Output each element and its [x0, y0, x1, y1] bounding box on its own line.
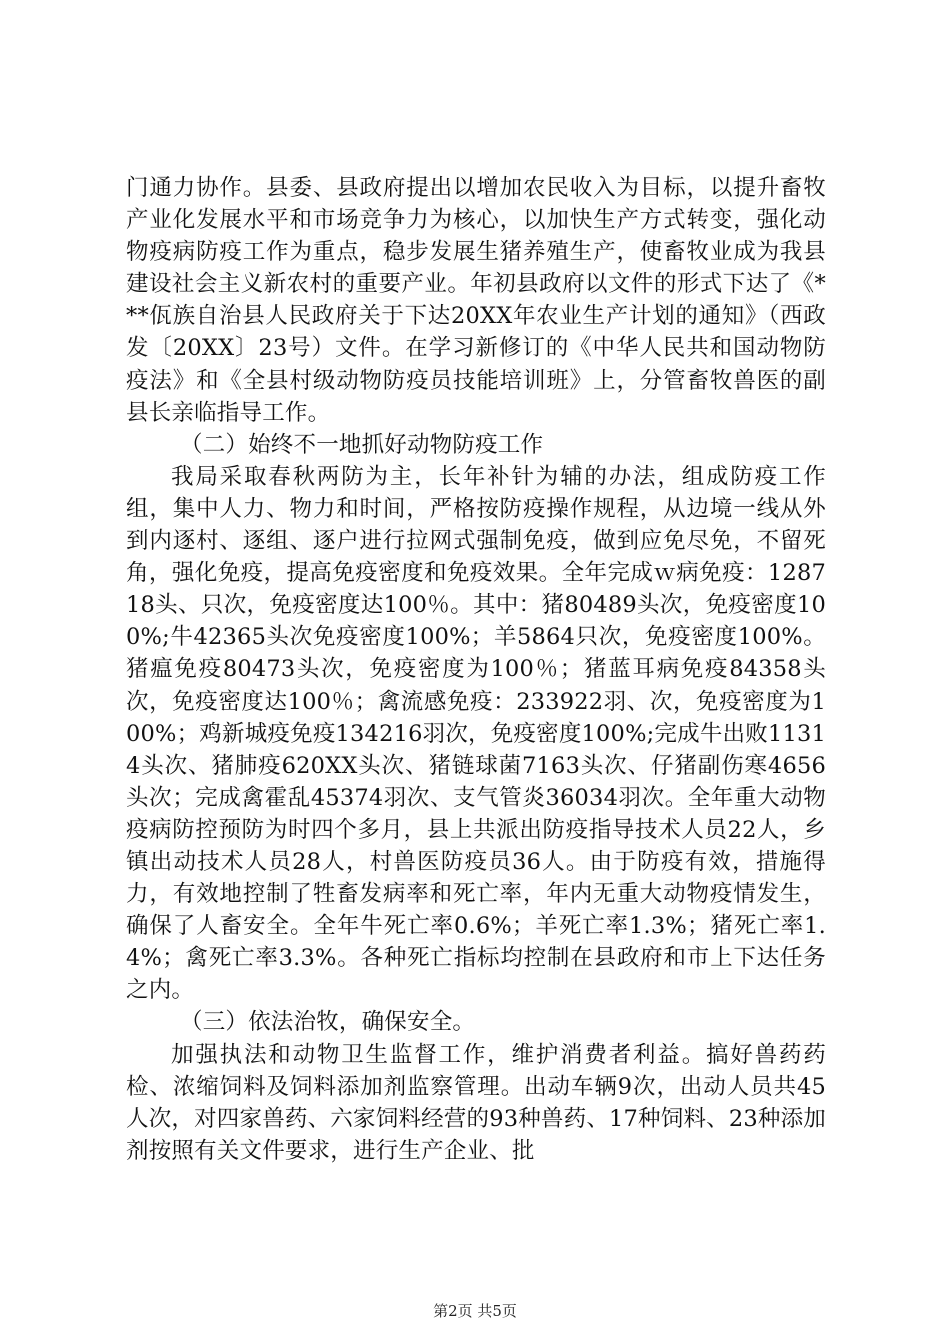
paragraph-epidemic-prevention: 我局采取春秋两防为主，长年补针为辅的办法，组成防疫工作组，集中人力、物力和时间，严格按防疫操作规程，从边境一线从外到内逐村、逐组、逐户进行拉网式强制免疫，做到应免尽免，不留死角，强化免疫，提高免疫密度和免疫效果。全年完成ｗ病免疫：128718头、只次，免疫密度达100％。其中：猪80489头次，免疫密度100%;牛42365头次免疫密度100%；羊5864只次，免疫密度100%。猪瘟免疫80473头次，免疫密度为100％；猪蓝耳病免疫84358头次，免疫密度达100％；禽流感免疫：233922羽、次，免疫密度为100%；鸡新城疫免疫134216羽次，免疫密度100%;完成牛出败11314头次、猪肺疫620XX头次、猪链球菌7163头次、仔猪副伤寒4656头次；完成禽霍乱45374羽次、支气管炎36034羽次。全年重大动物疫病防控预防为时四个多月，县上共派出防疫指导技术人员22人，乡镇出动技术人员28人，村兽医防疫员36人。由于防疫有效，措施得力，有效地控制了牲畜发病率和死亡率，年内无重大动物疫情发生，确保了人畜安全。全年牛死亡率0.6%；羊死亡率1.3%；猪死亡率1.4%；禽死亡率3.3%。各种死亡指标均控制在县政府和市上下达任务之内。	[126, 463, 826, 1004]
section-heading-3: （三）依法治牧，确保安全。	[180, 1009, 476, 1036]
page-number-footer: 第2页 共5页	[433, 1302, 517, 1320]
paragraph-intro-continued: 门通力协作。县委、县政府提出以增加农民收入为目标，以提升畜牧产业化发展水平和市场竞争力为核心，以加快生产方式转变，强化动物疫病防疫工作为重点，稳步发展生猪养殖生产，使畜牧业成为我县建设社会主义新农村的重要产业。年初县政府以文件的形式下达了《***佤族自治县人民政府关于下达20XX年农业生产计划的通知》（西政发〔20XX〕23号）文件。在学习新修订的《中华人民共和国动物防疫法》和《全县村级动物防疫员技能培训班》上，分管畜牧兽医的副县长亲临指导工作。	[126, 175, 826, 426]
paragraph-law-enforcement: 加强执法和动物卫生监督工作，维护消费者利益。搞好兽药药检、浓缩饲料及饲料添加剂监察管理。出动车辆9次，出动人员共45人次，对四家兽药、六家饲料经营的93种兽药、17种饲料、23种添加剂按照有关文件要求，进行生产企业、批	[126, 1041, 826, 1164]
document-body	[126, 172, 826, 1167]
section-heading-2: （二）始终不一地抓好动物防疫工作	[180, 431, 544, 458]
